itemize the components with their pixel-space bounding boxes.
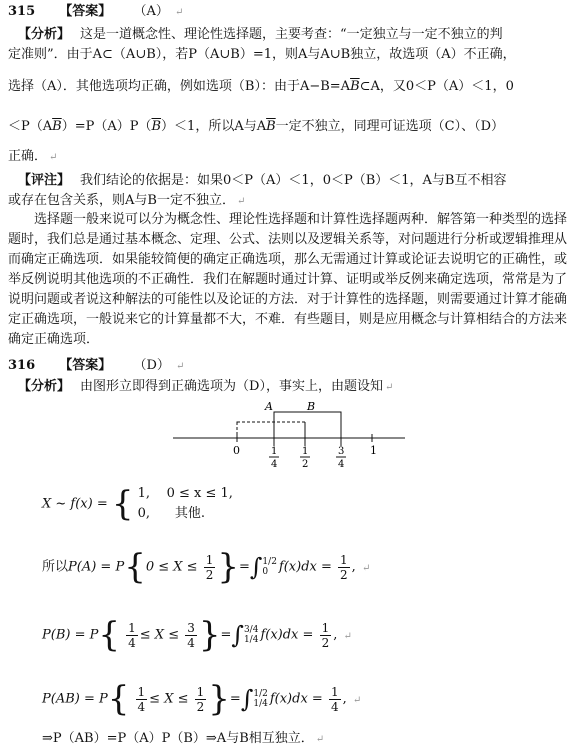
fraction: $\frac{1}{4}$ bbox=[128, 620, 136, 650]
q315-analysis-l3 bbox=[8, 76, 567, 98]
q315-number: 315 bbox=[8, 4, 36, 19]
integral-sign: ∫ bbox=[231, 621, 244, 649]
between-x: ≤ X ≤ bbox=[149, 691, 189, 707]
q315-comment-line2: 或存在包含关系，则A与B一定不独立． bbox=[8, 193, 235, 208]
q315-analysis-label: 【分析】 bbox=[18, 27, 71, 42]
integral-sign: ∫ bbox=[240, 685, 254, 713]
interval-diagram bbox=[165, 398, 415, 470]
q316-number: 316 bbox=[8, 358, 36, 373]
pa-inside: 0 ≤ X ≤ bbox=[145, 559, 198, 575]
q316-heading bbox=[8, 356, 567, 377]
return-mark: ↵ bbox=[236, 196, 246, 207]
return-mark: ↵ bbox=[315, 734, 325, 745]
b-bar: $\overline{B}$ bbox=[52, 119, 62, 134]
interval-b-box bbox=[274, 412, 341, 438]
pb-expr: P(B) = P bbox=[42, 627, 99, 643]
left-brace: { bbox=[111, 484, 134, 524]
integrand: f(x)dx = bbox=[269, 691, 323, 707]
pdf-equation bbox=[42, 484, 233, 524]
fraction: $\frac{1}{2}$ bbox=[196, 684, 205, 714]
q315-answer: （A） bbox=[133, 4, 169, 19]
pab-equation: P(AB) = P{ $\frac{1}{4}$ ≤ X ≤ $\frac{1}{2}$ }=∫ 1/2 1/4 f(x)dx = $\frac{1}{4}$ , ↵ bbox=[42, 679, 362, 719]
left-brace: { bbox=[124, 547, 146, 587]
q315-comment bbox=[8, 170, 567, 192]
return-mark: ↵ bbox=[352, 694, 362, 706]
fraction: $\frac{3}{4}$ bbox=[187, 620, 195, 650]
fraction: $\frac{1}{4}$ bbox=[330, 684, 339, 714]
pdf-cases bbox=[138, 484, 233, 524]
return-mark: ↵ bbox=[174, 7, 184, 18]
frac-quarter-num: 1 bbox=[271, 446, 278, 457]
integral-limits: 1/2 0 bbox=[262, 557, 277, 577]
pb-equation: P(B) = P{ $\frac{1}{4}$ ≤ X ≤ $\frac{3}{4}$ }=∫ 3/4 1/4 f(x)dx = $\frac{1}{2}$ , ↵ bbox=[42, 615, 352, 655]
right-brace: } bbox=[208, 679, 230, 719]
q316-analysis-label: 【分析】 bbox=[18, 379, 71, 394]
pa-equation: 所以P(A) = P{0 ≤ X ≤ $\frac{1}{2}$ }=∫ 1/2 0 f(x)dx = $\frac{1}{2}$ , ↵ bbox=[42, 547, 371, 587]
pdf-case1-value: 1, bbox=[137, 486, 151, 501]
tick-label-one: 1 bbox=[370, 444, 377, 457]
q316-answer-label: 【答案】 bbox=[59, 358, 112, 373]
q315-comment-line1: 我们结论的依据是：如果0＜P（A）＜1，0＜P（B）＜1，A与B互不相容 bbox=[80, 173, 507, 188]
integrand: f(x)dx = bbox=[260, 627, 314, 643]
fraction: $\frac{1}{4}$ bbox=[137, 684, 146, 714]
fraction: $\frac{1}{2}$ bbox=[340, 552, 348, 582]
return-mark: ↵ bbox=[176, 361, 185, 372]
q315-analysis-line5: 正确． bbox=[8, 149, 48, 164]
q315-heading bbox=[8, 2, 567, 23]
return-mark: ↵ bbox=[384, 382, 394, 393]
q316-analysis-text: 由图形立即得到正确选项为（D），事实上，由题设知 bbox=[80, 379, 383, 394]
return-mark: ↵ bbox=[343, 630, 352, 642]
frac-half-num: 1 bbox=[302, 446, 309, 457]
q315-analysis-l4 bbox=[8, 116, 567, 138]
right-brace: } bbox=[217, 547, 239, 587]
frac-three-quarter-den: 4 bbox=[338, 459, 345, 470]
integrand: f(x)dx = bbox=[278, 559, 332, 575]
pdf-lhs: X ~ f(x) = bbox=[42, 496, 108, 512]
pab-expr: P(AB) = P bbox=[42, 691, 108, 707]
frac-quarter-den: 4 bbox=[271, 459, 278, 470]
b-bar: $\overline{B}$ bbox=[266, 119, 276, 134]
conclusion-text: ⇒P（AB）=P（A）P（B）⇒A与B相互独立． bbox=[42, 731, 314, 746]
pa-prefix: 所以 bbox=[42, 559, 69, 575]
q316-analysis bbox=[8, 376, 567, 399]
q315-analysis-line4a: ＜P（A bbox=[8, 119, 53, 134]
tick-label-zero: 0 bbox=[233, 444, 240, 457]
fraction: $\frac{1}{2}$ bbox=[321, 620, 330, 650]
q316-answer: （D） bbox=[133, 358, 170, 373]
q315-analysis-l5 bbox=[8, 146, 567, 169]
frac-half-den: 2 bbox=[302, 459, 309, 470]
pdf-case1-condition: 0 ≤ x ≤ 1, bbox=[166, 486, 233, 501]
right-brace: } bbox=[198, 615, 221, 655]
q315-analysis-l2 bbox=[8, 44, 567, 66]
q315-comment-label: 【评注】 bbox=[18, 173, 71, 188]
q315-answer-label: 【答案】 bbox=[59, 4, 112, 19]
q315-analysis-line4c: ）＜1，所以A与A bbox=[161, 119, 267, 134]
q315-analysis-line2: 定准则”．由于A⊂（A∪B），若P（A∪B）=1，则A与A∪B独立，故选项（A）不正确， bbox=[8, 47, 516, 62]
pdf-case2-condition: 其他. bbox=[174, 506, 205, 521]
between-x: ≤ X ≤ bbox=[139, 627, 180, 643]
b-bar: $\overline{B}$ bbox=[151, 119, 162, 134]
integral-limits: 1/2 1/4 bbox=[253, 689, 268, 709]
return-mark: ↵ bbox=[361, 562, 371, 574]
left-brace: { bbox=[107, 679, 130, 719]
integral-sign: ∫ bbox=[249, 553, 263, 581]
integral-limits: 3/4 1/4 bbox=[243, 625, 259, 645]
q315-analysis-line4d: 一定不独立，同理可证选项（C）、（D） bbox=[275, 119, 505, 134]
conclusion bbox=[42, 728, 562, 751]
frac-three-quarter-num: 3 bbox=[338, 446, 345, 457]
q315-analysis-line3: 选择（A）．其他选项均正确，例如选项（B）：由于A−B=A bbox=[8, 79, 351, 94]
q315-analysis bbox=[8, 24, 567, 46]
left-brace: { bbox=[98, 615, 120, 655]
q315-analysis-line4b: ）=P（A）P（ bbox=[61, 119, 152, 134]
fraction: $\frac{1}{2}$ bbox=[205, 552, 214, 582]
b-bar: $\overline{B}$ bbox=[350, 79, 360, 94]
q315-analysis-line1: 这是一道概念性、理论性选择题，主要考查：“一定独立与一定不独立的判 bbox=[80, 27, 503, 42]
return-mark: ↵ bbox=[49, 152, 58, 163]
q315-analysis-line3b: ⊂A，又0＜P（A）＜1，0 bbox=[359, 79, 514, 94]
general-paragraph: 选择题一般来说可以分为概念性、理论性选择题和计算性选择题两种．解答第一种类型的选择题时，我们总是通过基本概念、定理、公式、法则以及逻辑关系等，对问题进行分析或逻辑推理从而确定正确选项．如果能较简便的确定正确选项，那么无需通过计算或论证去说明它的正确性，或举反例说明其他选项的不正确性．我们在解题时通过计算、证明或举反例来确定选项，常常是为了说明问题或者说这种解法的可能性以及论证的方法．对于计算性的选择题，则需要通过计算才能确定正确选项，一般说来它的计算量都不大，不难．有些题目，则是应用概念与计算相结合的方法来确定正确选项． bbox=[8, 212, 568, 347]
pdf-case2-value: 0, bbox=[137, 506, 151, 521]
label-b: B bbox=[307, 400, 316, 413]
label-a: A bbox=[265, 400, 273, 413]
pa-expr: P(A) = P bbox=[68, 559, 125, 575]
interval-a-box bbox=[237, 422, 305, 438]
